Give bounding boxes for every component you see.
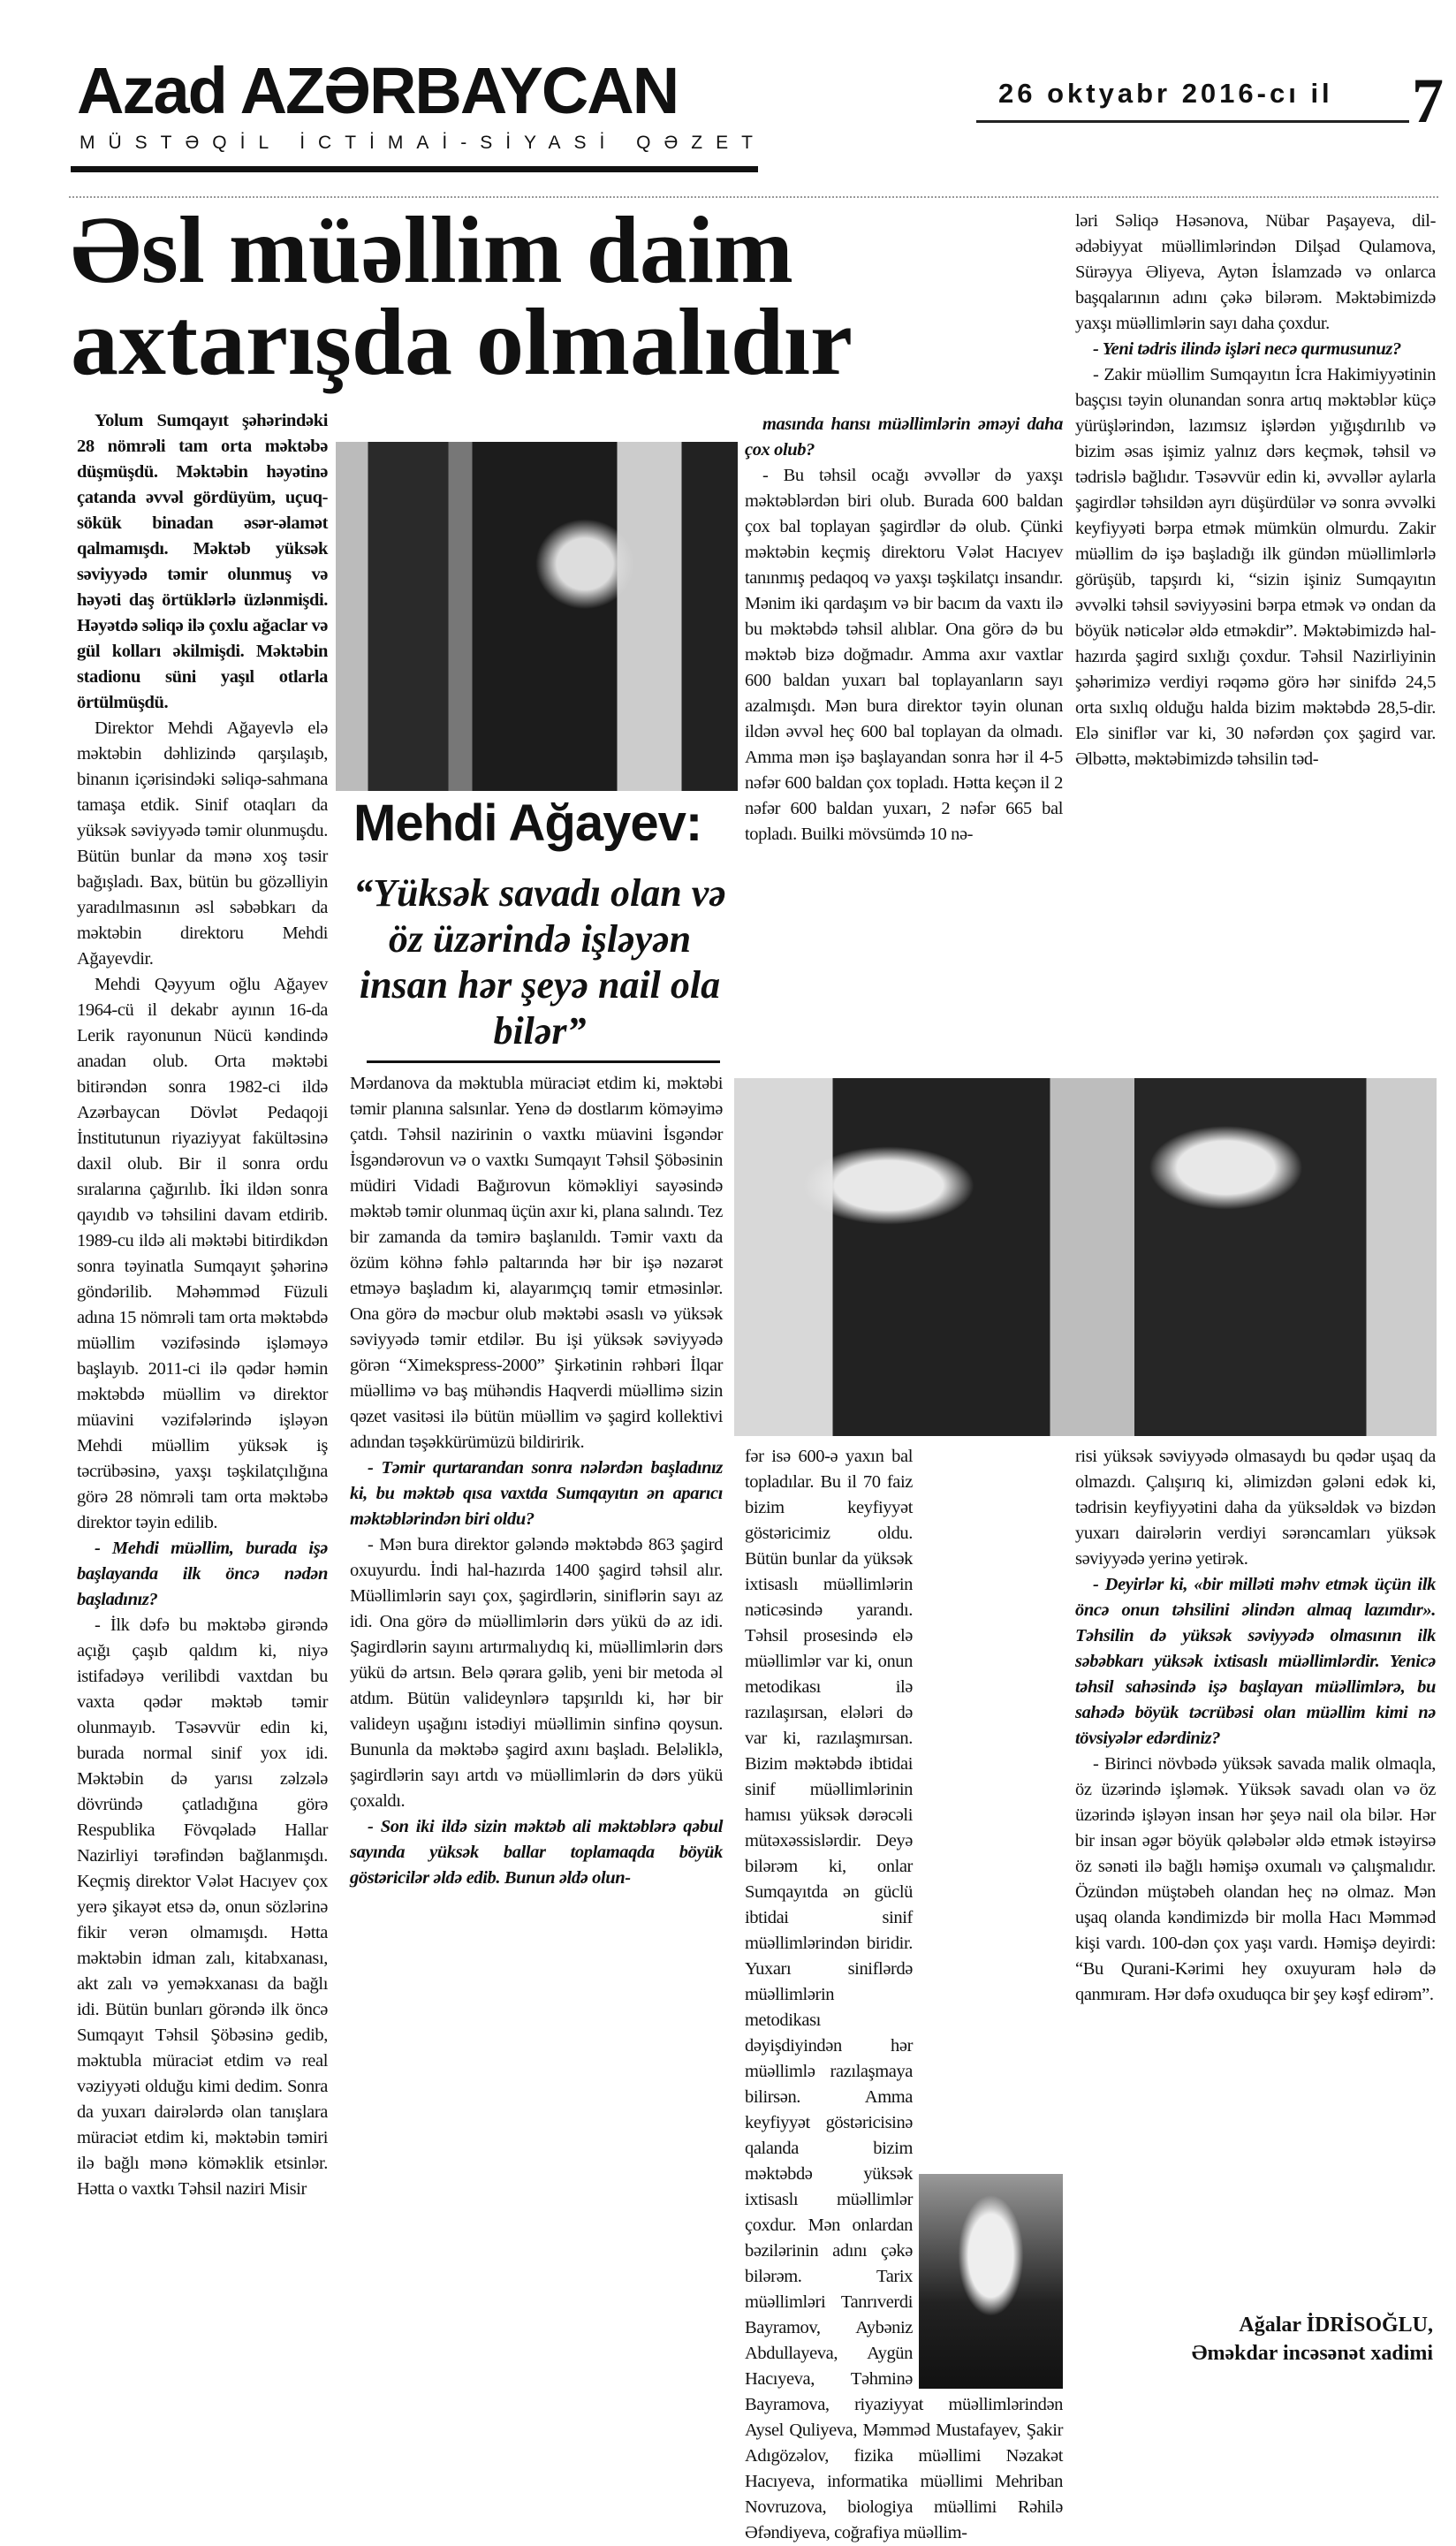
interview-question: - Deyirlər ki, «bir milləti məhv etmək üçün ilk öncə onun təhsilini əlindən almaq lazımdır». Təhsilin də yüksək səviyyədə olmasının ilk səbəbkarı yüksək ixtisaslı müəllimlərdir. Yenicə təhsil sahəsində işə başlayan müəllimlərə, bu sahədə böyük təcrübəsi olan müəllim kimi nə tövsiyələr edərdiniz?: [1075, 1575, 1436, 1748]
headline-line-2: axtarışda olmalıdır: [71, 290, 853, 395]
paragraph: Direktor Mehdi Ağayevlə elə məktəbin dəhlizində qarşılaşıb, binanın içərisindəki səliqə-sahmana tamaşa etdik. Sinif otaqları da yüksək səviyyədə təmir olunmuşdu. Bütün bunlar da mənə xoş təsir bağışladı. Bax, bütün bu gözəlliyin yaradılmasının əsl səbəbkarı da məktəbin direktoru Mehdi Ağayevdir.: [77, 718, 328, 969]
quote-rule: [367, 1060, 720, 1063]
paragraph: - Bu təhsil ocağı əvvəllər də yaxşı məktəblərdən biri olub. Burada 600 baldan çox bal toplayan şagirdlər də olub. Çünki məktəbin keçmiş direktoru Vələt Hacıyev tanınmış pedaqoq və yaxşı təşkilatçı insandır. Mənim iki qardaşım və bir bacım da vaxtı ilə bu məktəbdə təhsil alıblar. Ona görə də bu məktəb bizə doğmadır. Amma axır vaxtlar 600 baldan yuxarı bal toplayanların sayı azalmışdı. Mən bura direktor təyin olunan ildən əvvəl heç 600 bal toplayan da olmadı. Amma mən işə başlayandan sonra hər il 4-5 nəfər 600 baldan çox topladı. Hətta keçən il 2 nəfər 600 baldan yuxarı, 2 nəfər 665 bal topladı. Builki mövsümdə 10 nə-: [745, 466, 1063, 844]
interview-question: masında hansı müəllimlərin əməyi daha çox olub?: [745, 414, 1063, 460]
paragraph: - Birinci növbədə yüksək savada malik olmaqla, öz üzərində işləmək. Yüksək savadı olan və öz üzərində işləyən insan hər şeyə nail ola bilər. Hər bir insan əgər böyük qələbələr əldə etmək istəyirsə öz sənəti ilə bağlı həmişə oxumalı və çalışmalıdır. Özündən müştəbeh olandan heç nə olmaz. Mən uşaq olanda kəndimizdə bir molla Hacı Məmməd kişi vardı. 100-dən çox yaşı vardı. Həmişə deyirdi: “Bu Qurani-Kərimi hey oxuyuram hələ də qanmıram. Hər dəfə oxuduqca bir şey kəşf edirəm”.: [1075, 1754, 1436, 2004]
interview-question: - Mehdi müəllim, burada işə başlayanda ilk öncə nədən başladınız?: [77, 1539, 328, 1609]
interview-question: - Təmir qurtarandan sonra nələrdən başladınız ki, bu məktəb qısa vaxtda Sumqayıtın ən aparıcı məktəblərindən biri oldu?: [350, 1458, 723, 1529]
date-rule: [976, 120, 1409, 123]
paragraph: - Zakir müəllim Sumqayıtın İcra Hakimiyyətinin başçısı təyin olunandan sonra artıq məktəblər küçə yürüşlərindən, lazımsız işlərdən yığışdırılıb və bizim əsas işimiz yalnız dərs keçmək, təhsil və tədrislə bağlıdır. Təsəvvür edin ki, əvvəllər aylarla şagirdlər təhsildən ayrı düşürdülər və sonra əvvəlki keyfiyyəti bərpa etmək mümkün olmurdu. Zakir müəllim də işə başladığı ilk gündən müəllimlərlə görüşüb, tapşırdı ki, “sizin işiniz Sumqayıtın əvvəlki təhsil səviyyəsini bərpa etmək və ondan da böyük nəticələr əldə etməkdir”. Məktəbimizdə hal-hazırda şagird sıxlığı çoxdur. Təhsil Nazirliyinin şəhərimizə verdiyi rəqəmə görə hər sinifdə 24,5 orta sıxlıq olduğu halda bizim məktəbdə 28,5-dir. Elə siniflər var ki, 30 nəfərdən çox şagird var. Əlbəttə, məktəbimizdə təhsilin təd-: [1075, 365, 1436, 769]
masthead-subtitle: MÜSTƏQİL İCTİMAİ-SİYASİ QƏZET: [80, 133, 766, 153]
author-title: Əməkdar incəsənət xadimi: [1191, 2342, 1433, 2365]
column-3-top: [745, 412, 1063, 847]
paragraph: Mehdi Qəyyum oğlu Ağayev 1964-cü il dekabr ayının 16-da Lerik rayonunun Nücü kəndində anadan olub. Orta məktəbi bitirəndən sonra 1982-ci ildə Azərbaycan Dövlət Pedaqoji İnstitutunun riyaziyyat fakültəsinə daxil olub. Bir il sonra ordu sıralarına çağırılıb. İki ildən sonra qayıdıb və təhsilini davam etdirib. 1989-cu ildə ali məktəbi bitirdikdən sonra təyinatla Sumqayıt şəhərinə göndərilib. Məhəmməd Füzuli adına 15 nömrəli tam orta məktəbdə müəllim vəzifəsində işləməyə başlayıb. 2011-ci ilə qədər həmin məktəbdə müəllim və direktor müavini vəzifələrində işləyən Mehdi müəllim yüksək iş təcrübəsinə, yaxşı təşkilatçılığına görə 28 nömrəli tam orta məktəbə direktor təyin edilib.: [77, 975, 328, 1532]
paragraph: - İlk dəfə bu məktəbə girəndə açığı çaşıb qaldım ki, niyə istifadəyə verilibdi vaxtdan bu vaxta qədər məktəb təmir olunmayıb. Təsəvvür edin ki, burada normal sinif yox idi. Məktəbin də yarısı zəlzələ dövründə çatladığına görə Respublika Fövqəladə Hallar Nazirliyi tərəfindən bağlanmışdı. Keçmiş direktor Vələt Hacıyev çox yerə şikayət etsə də, onun sözlərinə fikir verən olmamışdı. Hətta məktəbin idman zalı, kitabxanası, akt zalı və yeməkxanası da bağlı idi. Bütün bunları görəndə ilk öncə Sumqayıt Təhsil Şöbəsinə gedib, məktubla müraciət etdim və real vəziyyəti olduğu kimi dedim. Sonra da yuxarı dairələrdə olan tanışlara müraciət etdim ki, məktəbin təmiri ilə bağlı mənə köməklik etsinlər. Hətta o vaxtkı Təhsil naziri Misir: [77, 1615, 328, 2199]
photo-author-portrait: [919, 2174, 1063, 2389]
pull-quote: “Yüksək savadı olan və öz üzərində işləyən insan hər şeyə nail ola bilər”: [353, 871, 726, 1053]
article-headline: [71, 198, 1051, 395]
paragraph: Mərdanova da məktubla müraciət etdim ki, məktəbi təmir planına salsınlar. Yenə də dostlarım köməyimə çatdı. Təhsil nazirinin o vaxtkı müavini İsgəndər İsgəndərovun və o vaxtkı Sumqayıt Təhsil Şöbəsinin müdiri Vidadi Bağırovun köməkliyi sayəsində məktəb təmir olunmaq üçün axır ki, plana salındı. Tez bir zamanda da təmirə başlanıldı. Təmir vaxtı da özüm köhnə fəhlə paltarında hər bir işə nəzarət etməyə başladım ki, alayarımçıq təmir etməsinlər. Ona görə də məcbur olub məktəbi əsaslı və yüksək səviyyədə təmir etdilər. Bu işi yüksək səviyyədə görən “Ximekspress-2000” Şirkətinin rəhbəri İlqar müəllimə və baş mühəndis Haqverdi müəllimə sizin qəzet vasitəsi ilə bütün müəllim və şagird kollektivi adından təşəkkürümüzü bildiririk.: [350, 1074, 723, 1452]
byline: [1075, 2311, 1433, 2367]
paragraph: risi yüksək səviyyədə olmasaydı bu qədər uşaq da olmazdı. Çalışırıq ki, əlimizdən gələni edək ki, tədrisin keyfiyyətini daha da yüksəldək və bizdən yuxarı dairələrin verdiyi sərəncamları yüksək səviyyədə yerinə yetirək.: [1075, 1447, 1436, 1569]
interview-question: - Yeni tədris ilində işləri necə qurmusunuz?: [1093, 339, 1401, 359]
interview-question: - Son iki ildə sizin məktəb ali məktəblərə qəbul sayında yüksək ballar toplamaqda böyük göstəricilər əldə edib. Bunun əldə olun-: [350, 1817, 723, 1888]
paragraph: - Mən bura direktor gələndə məktəbdə 863 şagird oxuyurdu. İndi hal-hazırda 1400 şagird təhsil alır. Müəllimlərin sayı çox, şagirdlərin, siniflərin sayı az idi. Ona görə də müəllimlərin dərs yükü də az idi. Şagirdlərin sayını artırmalıydıq ki, müəllimlərin dərs yükü də artsın. Belə qərara gəlib, yeni bir metoda əl atdım. Bütün valideynlərə tapşırıldı ki, hər bir valideyn uşağını istədiyi müəllimin sinfinə qoysun. Bununla da məktəbə şagird axını başladı. Beləliklə, şagirdlərin sayı artdı və müəllimlərin də dərs yükü çoxaldı.: [350, 1535, 723, 1811]
headline-line-1: Əsl müəllim daim: [71, 198, 793, 303]
photo-two-men-at-table: [734, 1078, 1437, 1436]
paragraph: fər isə 600-ə yaxın bal topladılar. Bu il 70 faiz bizim keyfiyyət göstəricimiz oldu. Bütün bunlar da yüksək ixtisaslı müəllimlərin nəticəsində yarandı. Təhsil prosesində elə müəllimlər var ki, onun metodikası ilə razılaşırsan, elələri də var ki, razılaşmırsan. Bizim məktəbdə ibtidai sinif müəllimlərinin hamısı yüksək dərəcəli mütəxəssislərdir. Deyə bilərəm ki, onlar Sumqayıtda ən güclü ibtidai sinif müəllimlərindən biridir. Yuxarı siniflərdə müəllimlərin metodikası dəyişdiyindən hər müəllimlə razılaşmaya bilirsən. Amma keyfiyyət göstəricisinə qalanda bizim məktəbdə yüksək ixtisaslı müəllimlər çoxdur. Mən onlardan bəzilərinin adını çəkə bilərəm. Tarix müəllimləri Tanrıverdi Bayramov, Aybəniz Abdullayeva, Aygün Hacıyeva, Təhminə Bayramova, riyaziyyat müəllimlərindən Aysel Quliyeva, Məmməd Mustafayev, Şakir Adıgözəlov, fizika müəllimi Nəzakət Hacıyeva, informatika müəllimi Mehriban Novruzova, biologiya müəllimi Rəhilə Əfəndiyeva, coğrafiya müəllim-: [745, 1447, 1063, 2542]
column-4-top: [1075, 209, 1436, 772]
author-name: Ağalar İDRİSOĞLU,: [1239, 2314, 1433, 2337]
page-number: 7: [1412, 65, 1444, 136]
column-2: [350, 1071, 723, 1891]
masthead-title: Azad AZƏRBAYCAN: [77, 54, 679, 127]
interviewee-name: Mehdi Ağayev:: [353, 794, 702, 852]
masthead-rule: [71, 166, 758, 172]
photo-director-speaking: [336, 442, 738, 791]
lead-paragraph: Yolum Sumqayıt şəhərindəki 28 nömrəli tam orta məktəbə düşmüşdü. Məktəbin həyətinə çatanda əvvəl gördüyüm, uçuq-sökük binadan əsər-əlamət qalmamışdı. Məktəb yüksək səviyyədə təmir olunmuş və həyəti daş örtüklərlə üzlənmişdi. Həyətdə səliqə ilə çoxlu ağaclar və gül kolları əkilmişdi. Məktəbin stadionu süni yaşıl otlarla örtülmüşdü.: [77, 411, 328, 712]
column-1: [77, 408, 328, 2202]
column-4-bottom: [1075, 1444, 1436, 2008]
issue-date: 26 oktyabr 2016-cı il: [998, 78, 1333, 109]
paragraph: ləri Səliqə Həsənova, Nübar Paşayeva, dil-ədəbiyyat müəllimlərindən Dilşad Qulamova, Sürəyya Əliyeva, Aytən İslamzadə və onlarca başqalarının adını çəkə bilərəm. Məktəbimizdə yaxşı müəllimlərin sayı daha çoxdur.: [1075, 211, 1436, 333]
